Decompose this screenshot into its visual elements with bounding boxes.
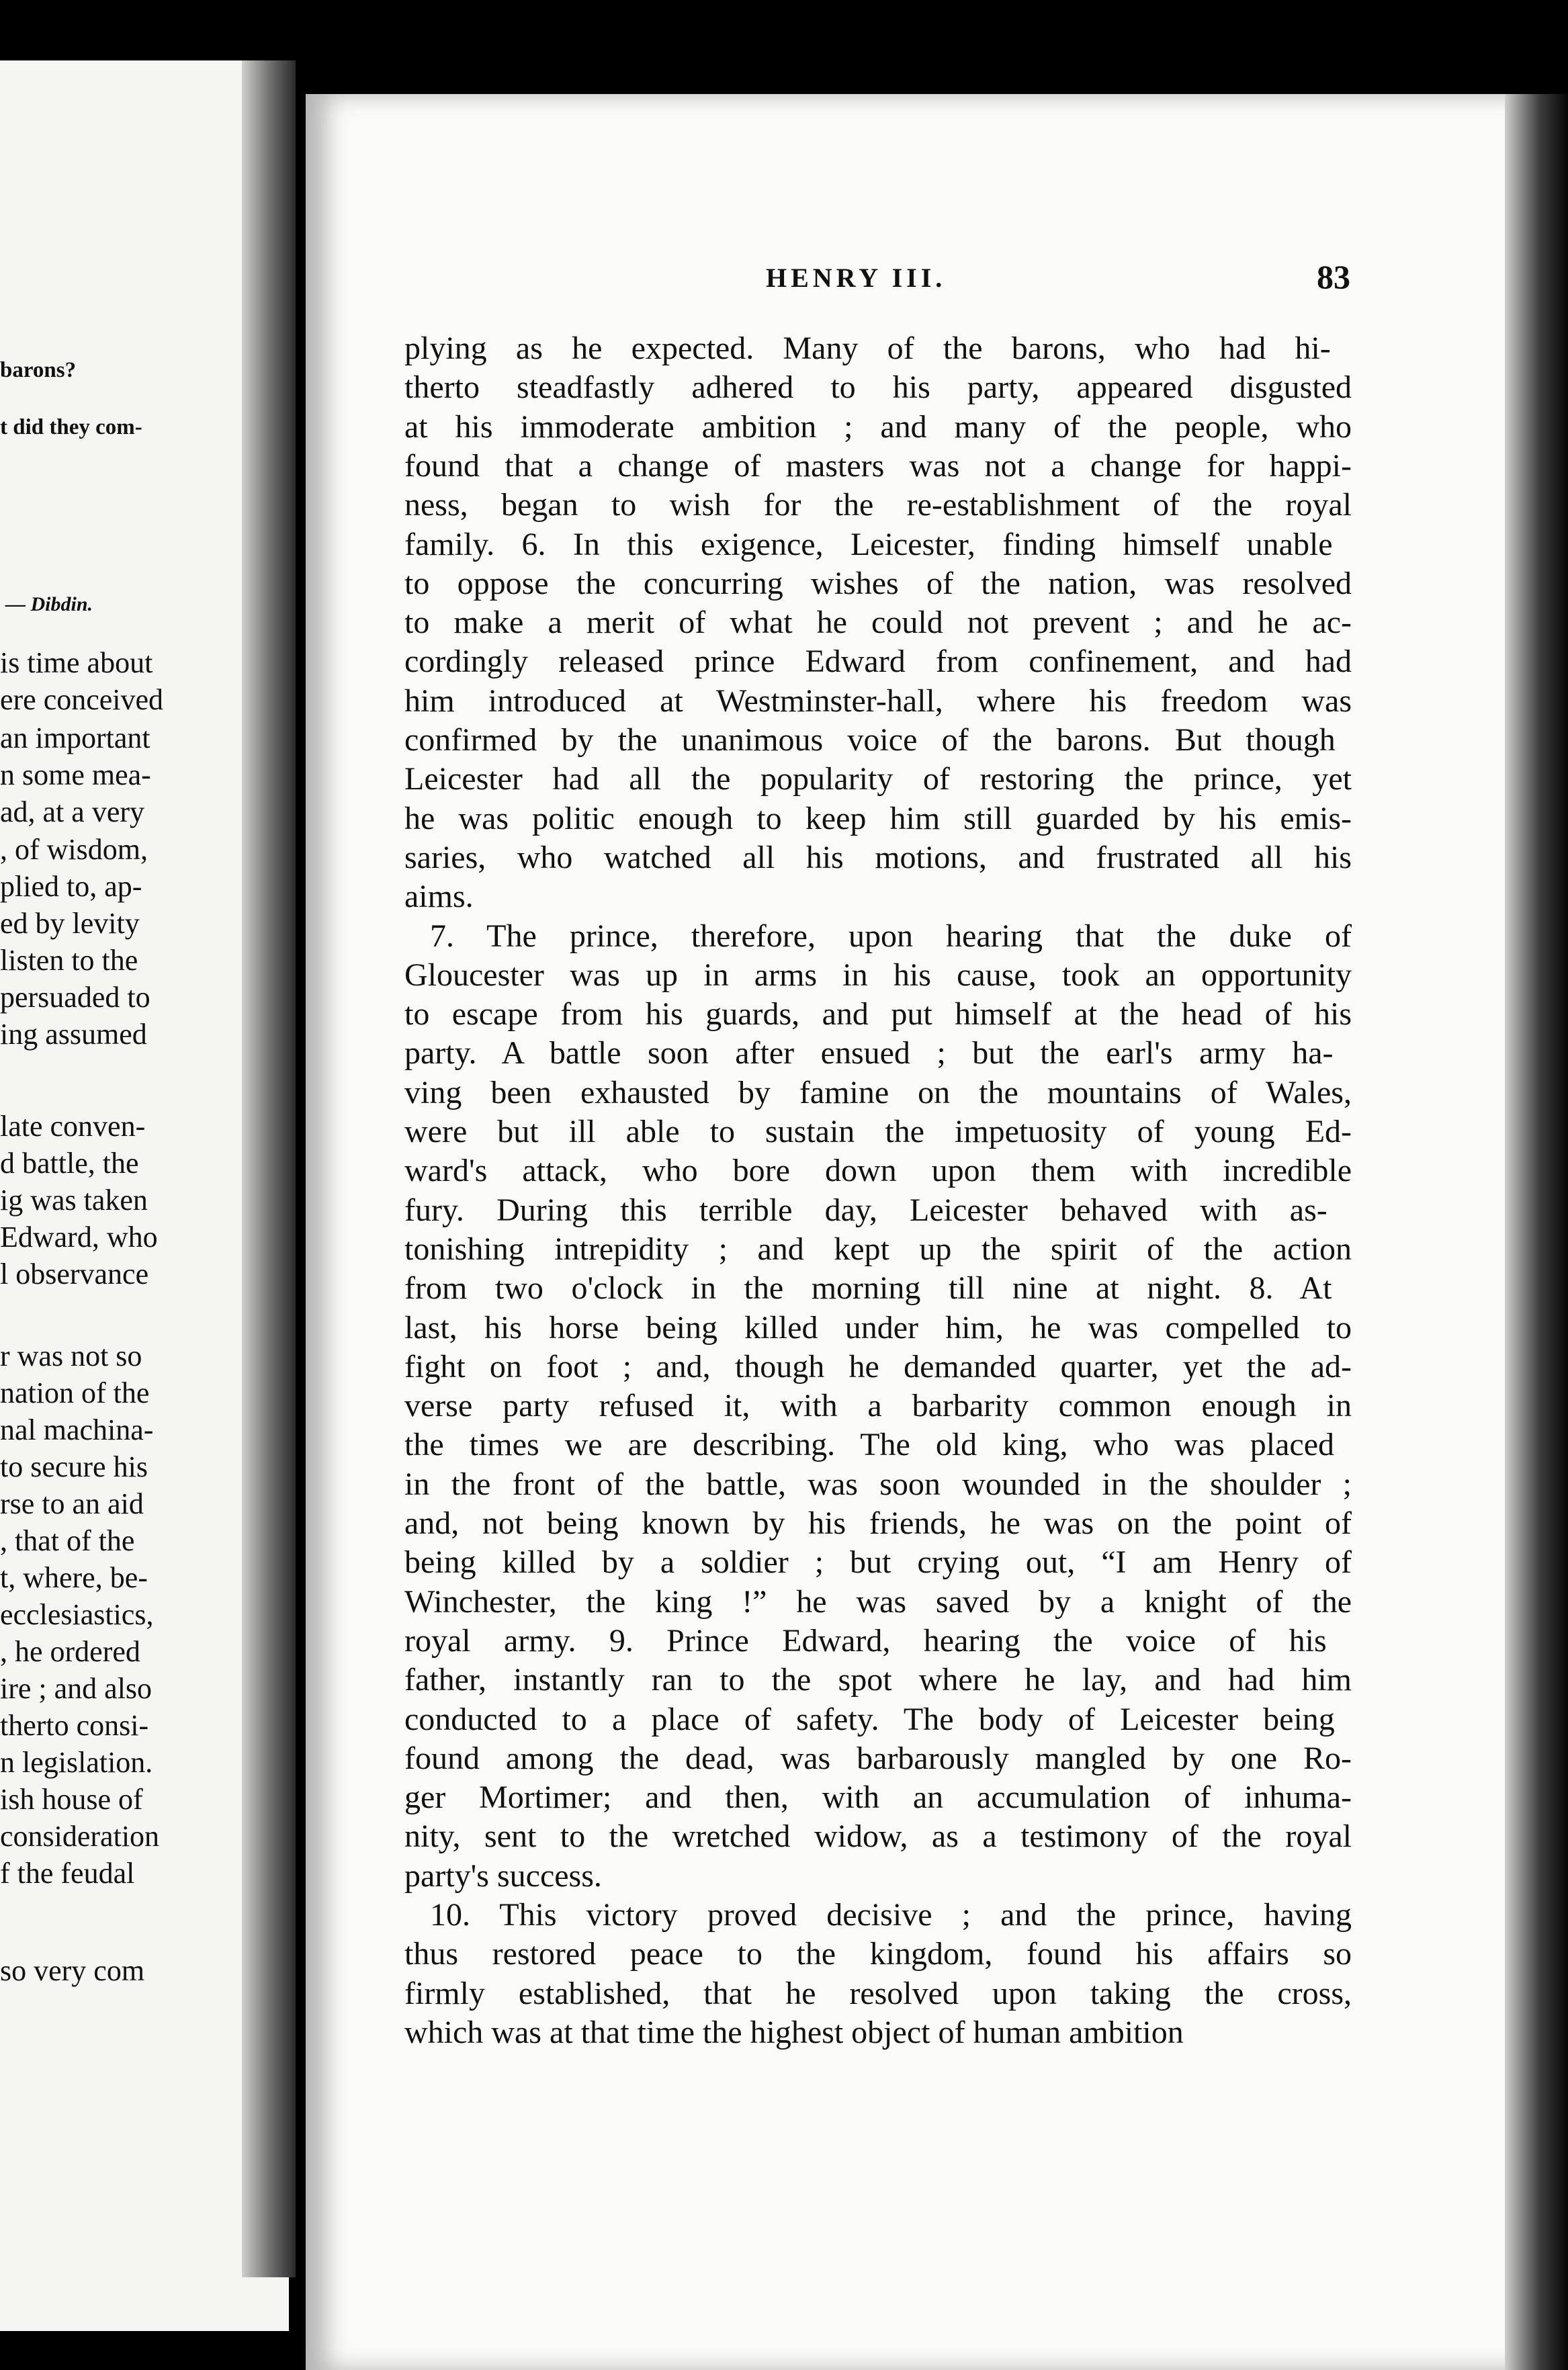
facing-page-fragment: — Dibdin. bbox=[5, 593, 93, 615]
text-line: ving been exhausted by famine on the mountains of Wales, bbox=[404, 1075, 1352, 1110]
text-line: confirmed by the unanimous voice of the barons. But though bbox=[404, 722, 1336, 758]
facing-page-fragment: l observance bbox=[0, 1258, 149, 1290]
text-line: Leicester had all the popularity of restoring the prince, yet bbox=[404, 761, 1352, 797]
text-line: ward's attack, who bore down upon them with incredible bbox=[404, 1153, 1352, 1188]
text-line: he was politic enough to keep him still guarded by his emis- bbox=[404, 801, 1352, 836]
text-line: 10. This victory proved decisive ; and the prince, having bbox=[430, 1897, 1352, 1933]
text-line: being killed by a soldier ; but crying out, “I am Henry of bbox=[404, 1544, 1352, 1580]
facing-page-fragment: f the feudal bbox=[0, 1857, 135, 1890]
text-line: father, instantly ran to the spot where he lay, and had him bbox=[404, 1662, 1352, 1698]
facing-page-fragment: ed by levity bbox=[0, 907, 140, 940]
facing-page-fragment: ere conceived bbox=[0, 683, 164, 716]
text-line: party's success. bbox=[404, 1858, 602, 1894]
text-line: therto steadfastly adhered to his party, appeared disgusted bbox=[404, 369, 1352, 405]
facing-page-fragment: persuaded to bbox=[0, 981, 150, 1014]
text-line: to escape from his guards, and put himself at the head of his bbox=[404, 996, 1352, 1032]
text-line: plying as he expected. Many of the barons, who had hi- bbox=[404, 331, 1331, 366]
text-line: 7. The prince, therefore, upon hearing that the duke of bbox=[430, 918, 1352, 954]
facing-page-fragment: ish house of bbox=[0, 1783, 143, 1816]
facing-page-fragment: is time about bbox=[0, 646, 153, 679]
facing-page-fragment: late conven- bbox=[0, 1110, 146, 1143]
facing-page-fragment: barons? bbox=[0, 358, 77, 382]
facing-page-fragment: ing assumed bbox=[0, 1018, 147, 1051]
text-line: cordingly released prince Edward from confinement, and had bbox=[404, 644, 1352, 679]
facing-page-fragment: rse to an aid bbox=[0, 1487, 144, 1520]
text-line: verse party refused it, with a barbarity common enough in bbox=[404, 1388, 1352, 1423]
text-line: to oppose the concurring wishes of the nation, was resolved bbox=[404, 566, 1352, 601]
facing-page-fragment: r was not so bbox=[0, 1340, 142, 1372]
facing-page-fragment: an important bbox=[0, 721, 150, 754]
text-line: fight on foot ; and, though he demanded quarter, yet the ad- bbox=[404, 1349, 1352, 1385]
facing-page-fragment: ire ; and also bbox=[0, 1672, 153, 1705]
text-line: fury. During this terrible day, Leicester behaved with as- bbox=[404, 1192, 1327, 1228]
book-gutter-shadow bbox=[242, 60, 296, 2277]
facing-page-fragment: listen to the bbox=[0, 944, 138, 977]
page-edge-shadow bbox=[1505, 94, 1568, 2370]
facing-page-fragment: t did they com- bbox=[0, 415, 142, 439]
running-head: HENRY III. bbox=[766, 263, 947, 293]
facing-page-fragment: ig was taken bbox=[0, 1184, 148, 1217]
text-line: nity, sent to the wretched widow, as a testimony of the royal bbox=[404, 1818, 1352, 1854]
text-line: to make a merit of what he could not prevent ; and he ac- bbox=[404, 605, 1352, 640]
text-line: the times we are describing. The old king, who was placed bbox=[404, 1427, 1335, 1462]
facing-page-fragment: plied to, ap- bbox=[0, 870, 142, 903]
text-line: ness, began to wish for the re-establishment of the royal bbox=[404, 487, 1352, 523]
text-line: ger Mortimer; and then, with an accumulation of inhuma- bbox=[404, 1780, 1352, 1815]
text-line: from two o'clock in the morning till nine at night. 8. At bbox=[404, 1270, 1332, 1306]
facing-page-fragment: Edward, who bbox=[0, 1221, 158, 1254]
text-line: Gloucester was up in arms in his cause, took an opportunity bbox=[404, 957, 1352, 993]
facing-page-fragment: , of wisdom, bbox=[0, 833, 148, 866]
text-line: which was at that time the highest object of human ambition bbox=[404, 2015, 1184, 2050]
text-line: Winchester, the king !” he was saved by a knight of the bbox=[404, 1584, 1352, 1620]
facing-page-fragment: ecclesiastics, bbox=[0, 1598, 154, 1631]
text-line: and, not being known by his friends, he was on the point of bbox=[404, 1505, 1352, 1541]
facing-page-fragment: d battle, the bbox=[0, 1147, 139, 1180]
text-line: conducted to a place of safety. The body of Leicester being bbox=[404, 1702, 1335, 1737]
facing-page-fragment: n legislation. bbox=[0, 1746, 153, 1779]
facing-page-fragment: n some mea- bbox=[0, 758, 151, 791]
text-line: tonishing intrepidity ; and kept up the spirit of the action bbox=[404, 1231, 1352, 1267]
facing-page-fragment: ad, at a very bbox=[0, 795, 144, 828]
text-line: at his immoderate ambition ; and many of the people, who bbox=[404, 409, 1352, 445]
text-line: last, his horse being killed under him, he was compelled to bbox=[404, 1310, 1352, 1346]
facing-page-fragment: consideration bbox=[0, 1820, 160, 1853]
text-line: found that a change of masters was not a change for happi- bbox=[404, 448, 1352, 484]
text-line: found among the dead, was barbarously mangled by one Ro- bbox=[404, 1741, 1352, 1776]
facing-page-fragment: , he ordered bbox=[0, 1635, 140, 1668]
page-number: 83 bbox=[1317, 258, 1350, 296]
text-line: him introduced at Westminster-hall, where his freedom was bbox=[404, 683, 1352, 719]
text-line: firmly established, that he resolved upon taking the cross, bbox=[404, 1976, 1352, 2011]
text-line: aims. bbox=[404, 879, 474, 914]
facing-page-fragment: so very com bbox=[0, 1954, 145, 1987]
text-line: family. 6. In this exigence, Leicester, finding himself unable bbox=[404, 527, 1333, 562]
text-line: royal army. 9. Prince Edward, hearing the voice of his bbox=[404, 1623, 1327, 1659]
facing-page-fragment: therto consi- bbox=[0, 1709, 149, 1742]
facing-page-fragment: , that of the bbox=[0, 1524, 135, 1557]
text-line: thus restored peace to the kingdom, found his affairs so bbox=[404, 1936, 1352, 1972]
facing-page-fragment: nation of the bbox=[0, 1376, 150, 1409]
text-line: were but ill able to sustain the impetuosity of young Ed- bbox=[404, 1114, 1352, 1149]
text-line: party. A battle soon after ensued ; but the earl's army ha- bbox=[404, 1035, 1334, 1071]
text-line: saries, who watched all his motions, and frustrated all his bbox=[404, 840, 1352, 875]
facing-page-fragment: t, where, be- bbox=[0, 1561, 148, 1594]
facing-page-fragment: nal machina- bbox=[0, 1413, 154, 1446]
facing-page-fragment: to secure his bbox=[0, 1450, 148, 1483]
text-line: in the front of the battle, was soon wounded in the shoulder ; bbox=[404, 1466, 1352, 1502]
